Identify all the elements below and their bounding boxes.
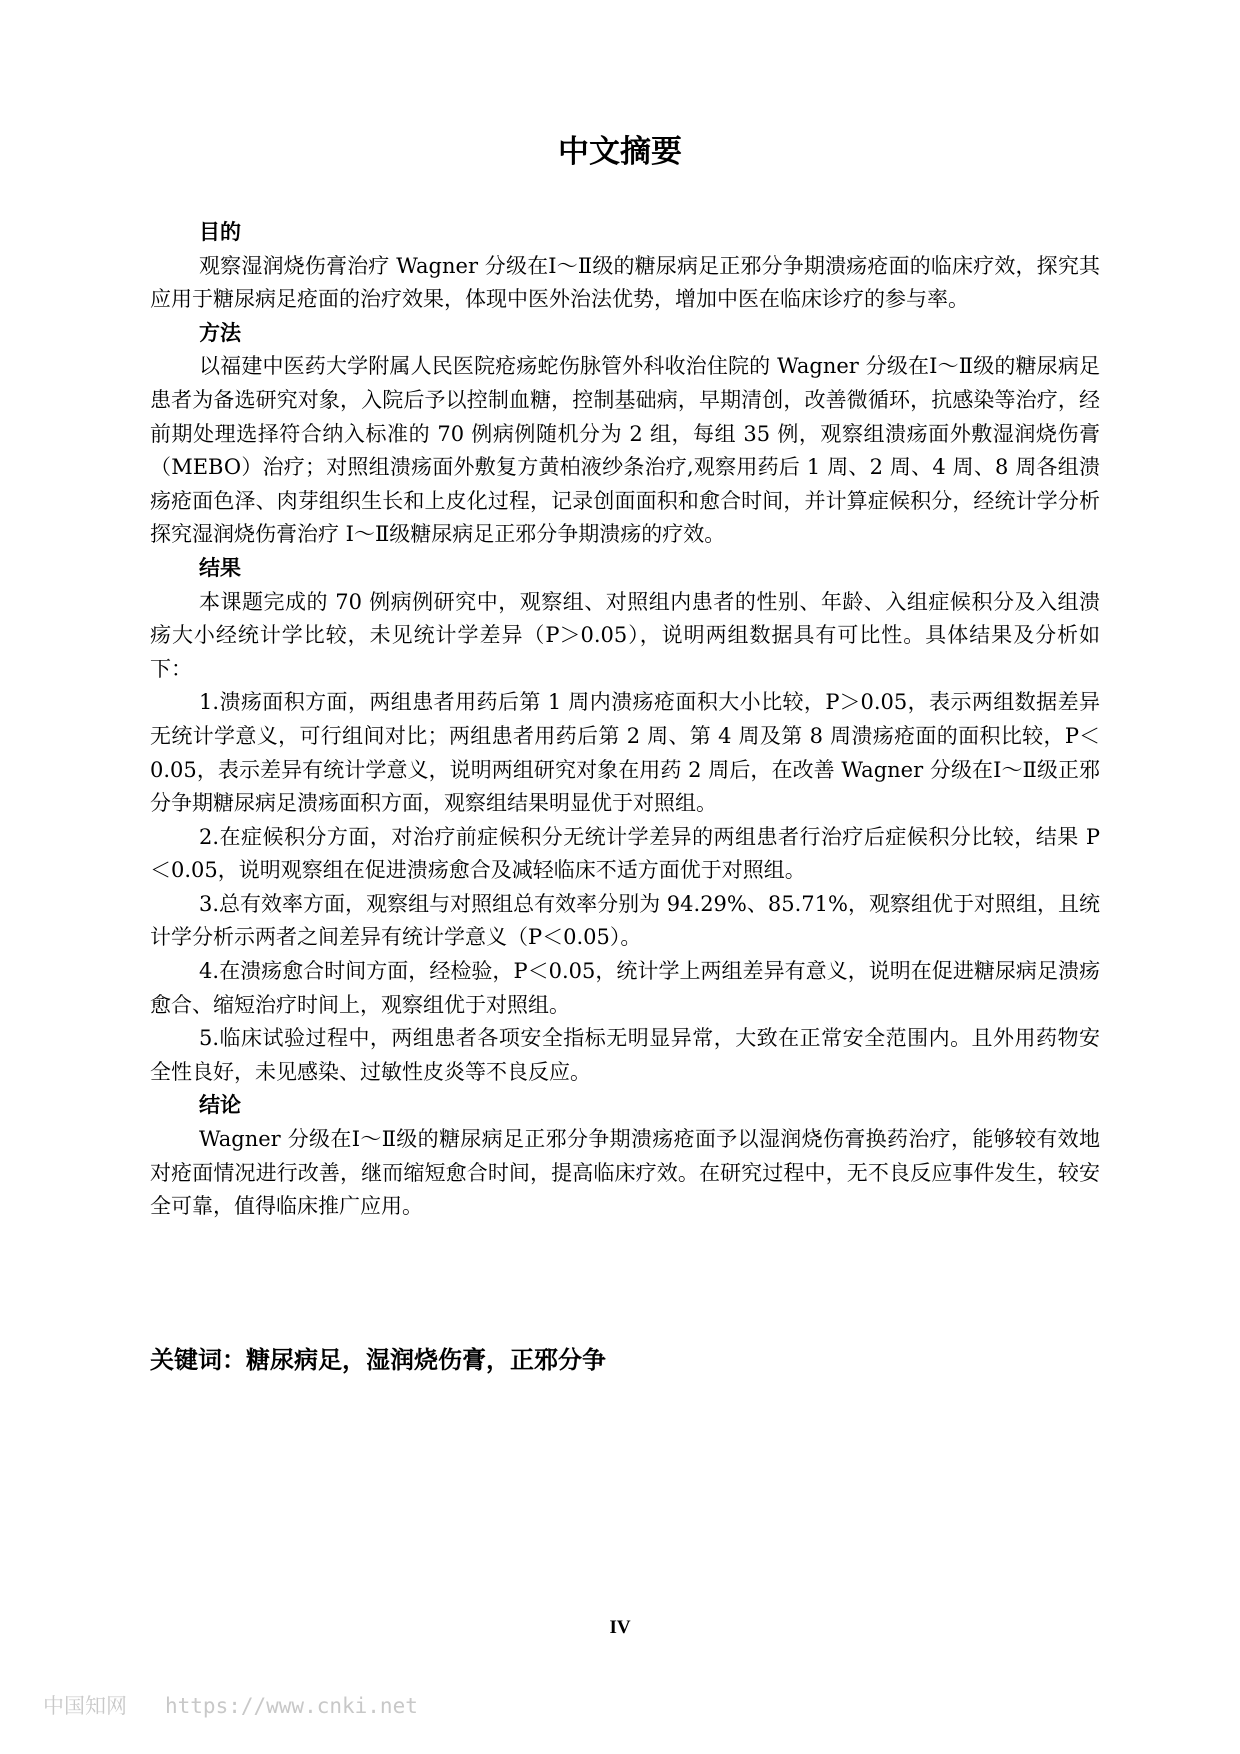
conclusion-paragraph: Wagner 分级在Ⅰ～Ⅱ级的糖尿病足正邪分争期溃疡疮面予以湿润烧伤膏换药治疗，能够较有效地对疮面情况进行改善，继而缩短愈合时间，提高临床疗效。在研究过程中，无不良反应事件发生，较安全可靠，值得临床推广应用。 [150, 1127, 1100, 1219]
section-heading-methods: 方法 [199, 320, 241, 345]
watermark-logo: 中国知网 [43, 1694, 127, 1718]
results-paragraph-safety: 5.临床试验过程中，两组患者各项安全指标无明显异常，大致在正常安全范围内。且外用药物安全性良好，未见感染、过敏性皮炎等不良反应。 [150, 1026, 1100, 1084]
section-methods [150, 317, 1100, 552]
section-heading-results: 结果 [199, 555, 241, 580]
methods-paragraph: 以福建中医药大学附属人民医院疮疡蛇伤脉管外科收治住院的 Wagner 分级在Ⅰ～Ⅱ级的糖尿病足患者为备选研究对象，入院后予以控制血糖，控制基础病，早期清创，改善微循环，抗感染等治疗，经前期处理选择符合纳入标准的 70 例病例随机分为 2 组，每组 35 例，观察组溃疡面外敷湿润烧伤膏（MEBO）治疗；对照组溃疡面外敷复方黄柏液纱条治疗,观察用药后 1 周、2 周、4 周、8 周各组溃疡疮面色泽、肉芽组织生长和上皮化过程，记录创面面积和愈合时间，并计算症候积分，经统计学分析探究湿润烧伤膏治疗 I～Ⅱ级糖尿病足正邪分争期溃疡的疗效。 [150, 354, 1100, 547]
watermark-url: https://www.cnki.net [165, 1694, 418, 1718]
results-paragraph-ulcer-area: 1.溃疡面积方面，两组患者用药后第 1 周内溃疡疮面积大小比较，P＞0.05，表示两组数据差异无统计学意义，可行组间对比；两组患者用药后第 2 周、第 4 周及第 8 周溃疡疮面的面积比较，P＜0.05，表示差异有统计学意义，说明两组研究对象在用药 2 周后，在改善 Wagner 分级在Ⅰ～Ⅱ级正邪分争期糖尿病足溃疡面积方面，观察组结果明显优于对照组。 [150, 690, 1100, 816]
abstract-body [150, 216, 1100, 1224]
results-paragraph-symptom-score: 2.在症候积分方面，对治疗前症候积分无统计学差异的两组患者行治疗后症候积分比较，结果 P＜0.05，说明观察组在促进溃疡愈合及减轻临床不适方面优于对照组。 [150, 824, 1100, 883]
section-heading-purpose: 目的 [199, 220, 241, 244]
results-paragraph-efficacy-rate: 3.总有效率方面，观察组与对照组总有效率分别为 94.29%、85.71%，观察组优于对照组，且统计学分析示两者之间差异有统计学意义（P＜0.05）。 [150, 891, 1100, 950]
section-results [150, 552, 1100, 1090]
section-heading-conclusion: 结论 [199, 1093, 241, 1118]
results-paragraph-intro: 本课题完成的 70 例病例研究中，观察组、对照组内患者的性别、年龄、入组症候积分及入组溃疡大小经统计学比较，未见统计学差异（P＞0.05），说明两组数据具有可比性。具体结果及分析如下： [150, 589, 1100, 681]
section-purpose [150, 216, 1100, 317]
purpose-paragraph: 观察湿润烧伤膏治疗 Wagner 分级在Ⅰ～Ⅱ级的糖尿病足正邪分争期溃疡疮面的临床疗效，探究其应用于糖尿病足疮面的治疗效果，体现中医外治法优势，增加中医在临床诊疗的参与率。 [150, 253, 1100, 312]
results-paragraph-healing-time: 4.在溃疡愈合时间方面，经检验，P＜0.05，统计学上两组差异有意义，说明在促进糖尿病足溃疡愈合、缩短治疗时间上，观察组优于对照组。 [150, 959, 1100, 1017]
page-title: 中文摘要 [558, 134, 682, 170]
watermark [43, 1691, 418, 1721]
page-number: IV [609, 1617, 631, 1638]
keywords: 关键词：糖尿病足，湿润烧伤膏，正邪分争 [150, 1346, 606, 1374]
section-conclusion [150, 1089, 1100, 1223]
